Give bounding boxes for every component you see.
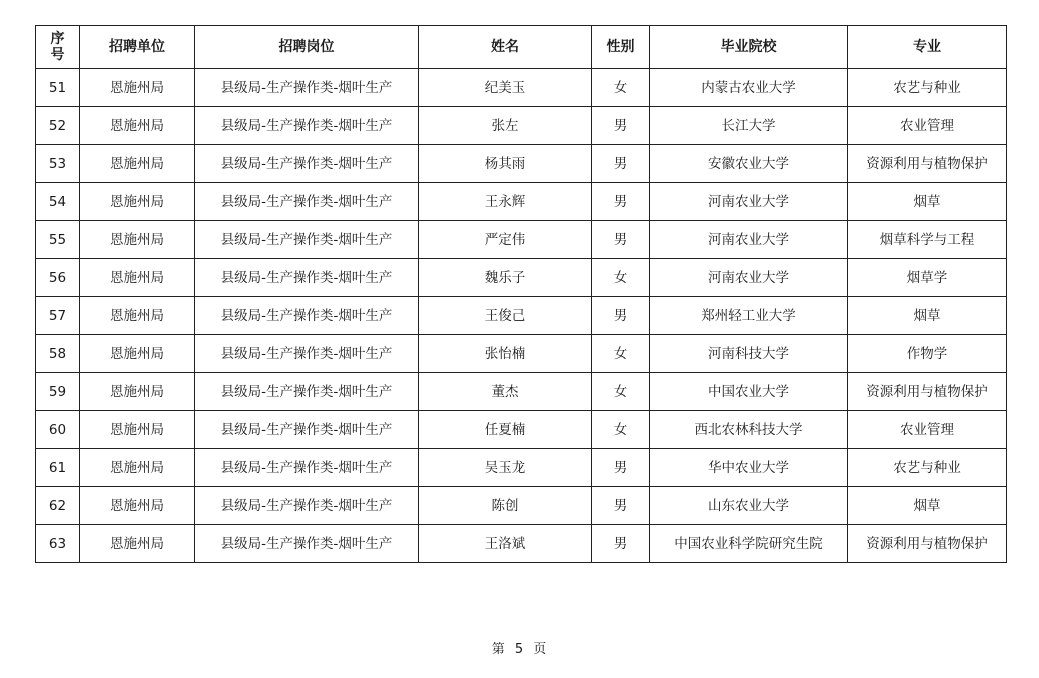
cell-gender: 男	[592, 145, 650, 183]
header-name: 姓名	[419, 26, 592, 69]
cell-seq: 56	[36, 259, 80, 297]
cell-major: 烟草学	[848, 259, 1007, 297]
cell-major: 资源利用与植物保护	[848, 145, 1007, 183]
cell-position: 县级局-生产操作类-烟叶生产	[195, 107, 419, 145]
cell-major: 农业管理	[848, 411, 1007, 449]
cell-position: 县级局-生产操作类-烟叶生产	[195, 525, 419, 563]
page-footer	[0, 638, 1039, 657]
cell-school: 西北农林科技大学	[650, 411, 848, 449]
cell-unit: 恩施州局	[80, 145, 195, 183]
cell-position: 县级局-生产操作类-烟叶生产	[195, 487, 419, 525]
cell-gender: 男	[592, 449, 650, 487]
cell-gender: 男	[592, 525, 650, 563]
cell-name: 杨其雨	[419, 145, 592, 183]
cell-gender: 男	[592, 183, 650, 221]
cell-name: 纪美玉	[419, 69, 592, 107]
cell-major: 农艺与种业	[848, 69, 1007, 107]
header-seq-line2: 号	[50, 47, 65, 63]
table-body	[36, 69, 1007, 563]
cell-school: 中国农业大学	[650, 373, 848, 411]
cell-position: 县级局-生产操作类-烟叶生产	[195, 297, 419, 335]
table-row	[36, 107, 1007, 145]
cell-position: 县级局-生产操作类-烟叶生产	[195, 183, 419, 221]
cell-school: 郑州轻工业大学	[650, 297, 848, 335]
cell-name: 王永辉	[419, 183, 592, 221]
header-seq-line1: 序	[50, 31, 65, 47]
header-unit: 招聘单位	[80, 26, 195, 69]
cell-seq: 60	[36, 411, 80, 449]
footer-prefix: 第	[491, 642, 506, 657]
header-row	[36, 26, 1007, 69]
cell-unit: 恩施州局	[80, 221, 195, 259]
table-row	[36, 335, 1007, 373]
table-row	[36, 297, 1007, 335]
table-row	[36, 221, 1007, 259]
cell-gender: 女	[592, 411, 650, 449]
cell-name: 王俊己	[419, 297, 592, 335]
cell-major: 烟草	[848, 297, 1007, 335]
cell-name: 陈创	[419, 487, 592, 525]
cell-seq: 52	[36, 107, 80, 145]
cell-name: 董杰	[419, 373, 592, 411]
header-position: 招聘岗位	[195, 26, 419, 69]
cell-school: 安徽农业大学	[650, 145, 848, 183]
cell-unit: 恩施州局	[80, 487, 195, 525]
recruitment-table	[35, 25, 1007, 563]
cell-school: 河南农业大学	[650, 259, 848, 297]
cell-unit: 恩施州局	[80, 411, 195, 449]
cell-major: 烟草科学与工程	[848, 221, 1007, 259]
cell-name: 魏乐子	[419, 259, 592, 297]
cell-position: 县级局-生产操作类-烟叶生产	[195, 373, 419, 411]
cell-gender: 女	[592, 335, 650, 373]
cell-unit: 恩施州局	[80, 107, 195, 145]
cell-major: 作物学	[848, 335, 1007, 373]
header-school: 毕业院校	[650, 26, 848, 69]
cell-school: 长江大学	[650, 107, 848, 145]
cell-unit: 恩施州局	[80, 297, 195, 335]
cell-unit: 恩施州局	[80, 69, 195, 107]
cell-position: 县级局-生产操作类-烟叶生产	[195, 335, 419, 373]
cell-seq: 59	[36, 373, 80, 411]
cell-major: 资源利用与植物保护	[848, 525, 1007, 563]
table-row	[36, 487, 1007, 525]
cell-seq: 62	[36, 487, 80, 525]
cell-seq: 57	[36, 297, 80, 335]
cell-unit: 恩施州局	[80, 259, 195, 297]
cell-gender: 男	[592, 221, 650, 259]
header-gender: 性别	[592, 26, 650, 69]
cell-position: 县级局-生产操作类-烟叶生产	[195, 259, 419, 297]
cell-school: 河南农业大学	[650, 183, 848, 221]
cell-gender: 男	[592, 297, 650, 335]
cell-seq: 51	[36, 69, 80, 107]
cell-gender: 女	[592, 69, 650, 107]
cell-unit: 恩施州局	[80, 525, 195, 563]
cell-seq: 63	[36, 525, 80, 563]
cell-name: 王洛斌	[419, 525, 592, 563]
cell-gender: 男	[592, 487, 650, 525]
header-seq	[36, 26, 80, 69]
cell-unit: 恩施州局	[80, 183, 195, 221]
cell-name: 吴玉龙	[419, 449, 592, 487]
cell-seq: 53	[36, 145, 80, 183]
cell-major: 资源利用与植物保护	[848, 373, 1007, 411]
cell-school: 中国农业科学院研究生院	[650, 525, 848, 563]
cell-name: 严定伟	[419, 221, 592, 259]
cell-school: 河南科技大学	[650, 335, 848, 373]
footer-suffix: 页	[533, 642, 548, 657]
cell-position: 县级局-生产操作类-烟叶生产	[195, 449, 419, 487]
table-row	[36, 259, 1007, 297]
table-row	[36, 183, 1007, 221]
cell-major: 烟草	[848, 487, 1007, 525]
cell-seq: 55	[36, 221, 80, 259]
table-header	[36, 26, 1007, 69]
cell-unit: 恩施州局	[80, 373, 195, 411]
cell-seq: 58	[36, 335, 80, 373]
cell-seq: 61	[36, 449, 80, 487]
cell-gender: 男	[592, 107, 650, 145]
cell-major: 烟草	[848, 183, 1007, 221]
cell-gender: 女	[592, 259, 650, 297]
table-row	[36, 449, 1007, 487]
table-row	[36, 411, 1007, 449]
cell-school: 内蒙古农业大学	[650, 69, 848, 107]
page-number: 5	[514, 642, 525, 657]
header-major: 专业	[848, 26, 1007, 69]
table-row	[36, 145, 1007, 183]
cell-name: 任夏楠	[419, 411, 592, 449]
cell-major: 农艺与种业	[848, 449, 1007, 487]
cell-position: 县级局-生产操作类-烟叶生产	[195, 69, 419, 107]
cell-major: 农业管理	[848, 107, 1007, 145]
cell-school: 河南农业大学	[650, 221, 848, 259]
table-row	[36, 373, 1007, 411]
cell-unit: 恩施州局	[80, 335, 195, 373]
cell-name: 张左	[419, 107, 592, 145]
cell-gender: 女	[592, 373, 650, 411]
cell-unit: 恩施州局	[80, 449, 195, 487]
table-row	[36, 69, 1007, 107]
cell-school: 华中农业大学	[650, 449, 848, 487]
cell-seq: 54	[36, 183, 80, 221]
cell-school: 山东农业大学	[650, 487, 848, 525]
cell-position: 县级局-生产操作类-烟叶生产	[195, 411, 419, 449]
cell-position: 县级局-生产操作类-烟叶生产	[195, 145, 419, 183]
cell-position: 县级局-生产操作类-烟叶生产	[195, 221, 419, 259]
table-row	[36, 525, 1007, 563]
cell-name: 张怡楠	[419, 335, 592, 373]
